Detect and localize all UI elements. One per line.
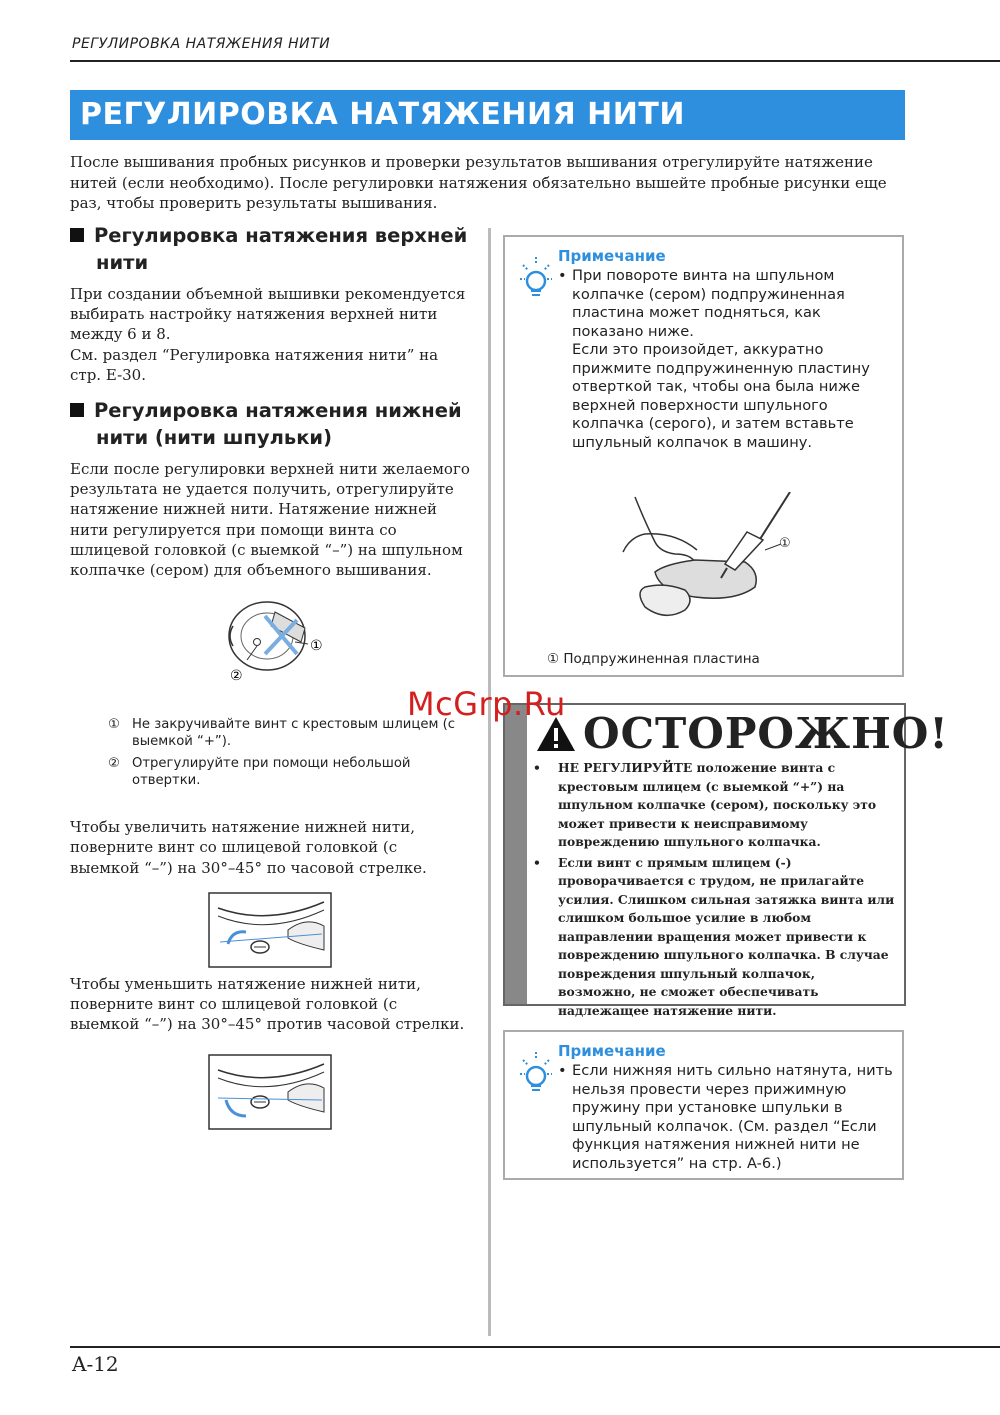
note1-text: • При повороте винта на шпульном колпачке (сером) подпружиненная пластина может подняться, как показано ниже. Если это произойдет, аккуратно прижмите подпружиненную пластину отверткой так, чтобы она была ниже верхней поверхности шпульного колпачка (серого), и затем вставьте шпульный колпачок в машину.	[558, 267, 894, 452]
counterclockwise-figure	[208, 1054, 332, 1130]
intro-paragraph: После вышивания пробных рисунков и проверки результатов вышивания отрегулируйте натяжение нитей (если необходимо). После регулировки натяжения обязательно вышейте пробные рисунки еще раз, чтобы проверить результаты вышивания.	[70, 153, 887, 212]
callout-2: ②	[230, 668, 243, 685]
column-divider	[488, 228, 491, 1336]
note-box-2	[503, 1030, 904, 1180]
callout-1: ①	[310, 638, 323, 655]
screwdriver-illustration	[615, 492, 815, 622]
increase-tension-text: Чтобы увеличить натяжение нижней нити, поверните винт со шлицевой головкой (с выемкой “–”) на 30°–45° по часовой стрелке.	[70, 818, 427, 877]
left-column	[70, 222, 470, 1130]
top-rule	[70, 60, 1000, 62]
lightbulb-note-icon	[519, 1046, 553, 1098]
section1-paragraph: При создании объемной вышивки рекомендуется выбирать настройку натяжения верхней нити между 6 и 8.	[70, 285, 466, 344]
note1-paragraph2: Если это произойдет, аккуратно прижмите подпружиненную пластину отверткой так, чтобы она была ниже верхней поверхности шпульного колпачка (серого), и затем вставьте шпульный колпачок в машину.	[572, 341, 870, 451]
clockwise-figure	[208, 892, 332, 968]
caution-item: • НЕ РЕГУЛИРУЙТЕ положение винта с крестовым шлицем (с выемкой “+”) на шпульном колпачке (сером), поскольку это может привести к неисправимому повреждению шпульного колпачка.	[533, 760, 877, 849]
spring-plate-figure	[615, 492, 815, 622]
section2-heading: Регулировка натяжения нижней нити (нити шпульки)	[70, 397, 470, 451]
page-title: РЕГУЛИРОВКА НАТЯЖЕНИЯ НИТИ	[80, 97, 685, 132]
caution-item: • Если винт с прямым шлицем (-) проворачивается с трудом, не прилагайте усилия. Слишком сильная затяжка винта или слишком большое усилие в любом направлении вращения может привести к повреждению шпульного колпачка. В случае повреждения шпульный колпачок, возможно, не сможет обеспечивать надлежащее натяжение нити.	[533, 854, 895, 1018]
title-bar	[70, 90, 905, 140]
counterclockwise-illustration	[208, 1054, 332, 1130]
watermark: McGrp.Ru	[407, 685, 566, 723]
square-bullet-icon	[70, 228, 84, 242]
section1-heading: Регулировка натяжения верхней нити	[70, 222, 470, 276]
legend-item: ① Не закручивайте винт с крестовым шлицем (с выемкой “+”).	[108, 717, 455, 750]
decrease-tension-text: Чтобы уменьшить натяжение нижней нити, поверните винт со шлицевой головкой (с выемкой “–”) на 30°–45° против часовой стрелки.	[70, 974, 465, 1034]
section2-paragraph: Если после регулировки верхней нити желаемого результата не удается получить, отрегулируйте натяжение нижней нити. Натяжение нижней нити регулируется при помощи винта со шлицевой головкой (с выемкой “–”) на шпульном колпачке (сером) для объемного вышивания.	[70, 460, 470, 580]
note2-title: Примечание	[558, 1042, 666, 1060]
caution-box	[503, 703, 949, 1018]
lightbulb-note-icon	[519, 251, 553, 303]
section1-reference: См. раздел “Регулировка натяжения нити” на стр. E-30.	[70, 345, 439, 384]
caution-body	[533, 759, 896, 1022]
square-bullet-icon	[70, 403, 84, 417]
note1-paragraph1: При повороте винта на шпульном колпачке (сером) подпружиненная пластина может подняться, как показано ниже.	[572, 267, 845, 340]
figure-legend	[70, 716, 470, 789]
note1-title: Примечание	[558, 247, 666, 265]
page-number: A-12	[72, 1352, 119, 1376]
caution-heading: ОСТОРОЖНО!	[535, 709, 949, 758]
legend-item: ② Отрегулируйте при помощи небольшой отвертки.	[108, 756, 411, 789]
note-box-1	[503, 235, 904, 677]
caution-side-bar	[505, 705, 527, 1004]
note1-callout: ①	[779, 536, 791, 551]
note2-text: • Если нижняя нить сильно натянута, нить нельзя провести через прижимную пружину при установке шпульки в шпульный колпачок. (См. раздел “Если функция натяжения нижней нити не используется” на стр. A-6.)	[558, 1062, 893, 1172]
bottom-rule	[70, 1346, 1000, 1348]
running-head: РЕГУЛИРОВКА НАТЯЖЕНИЯ НИТИ	[72, 36, 331, 52]
note1-caption: ① Подпружиненная пластина	[547, 651, 760, 667]
clockwise-illustration	[208, 892, 332, 968]
